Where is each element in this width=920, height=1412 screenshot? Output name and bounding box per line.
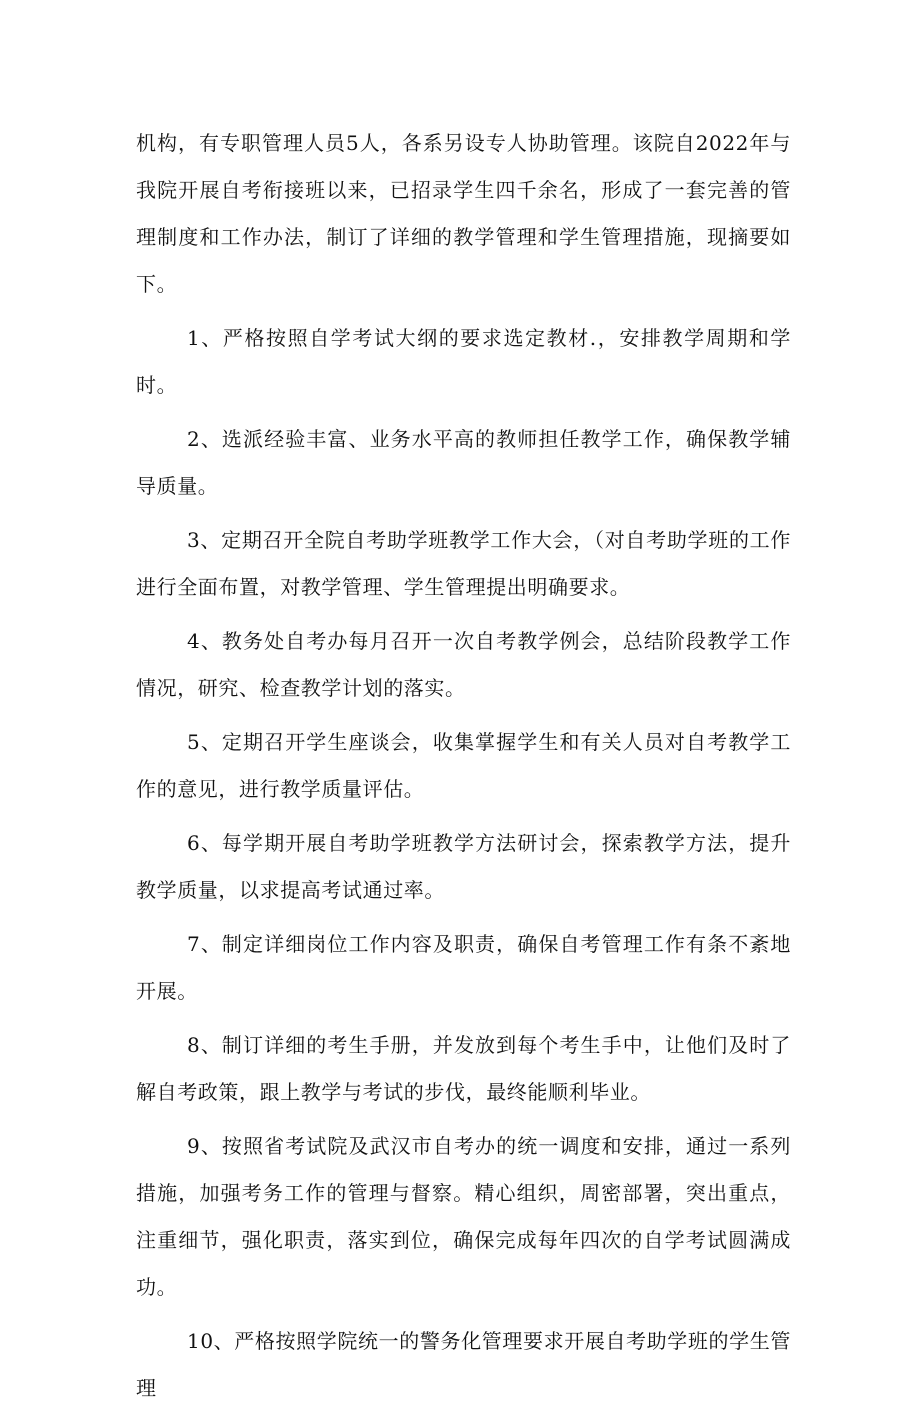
paragraph-item-10: 10、严格按照学院统一的警务化管理要求开展自考助学班的学生管理 bbox=[136, 1329, 791, 1400]
paragraph-item-2: 2、选派经验丰富、业务水平高的教师担任教学工作，确保教学辅导质量。 bbox=[136, 427, 791, 498]
paragraph-item-1: 1、严格按照自学考试大纲的要求选定教材.，安排教学周期和学时。 bbox=[136, 326, 791, 397]
paragraph-item-8: 8、制订详细的考生手册，并发放到每个考生手中，让他们及时了解自考政策，跟上教学与考试的步伐，最终能顺利毕业。 bbox=[136, 1033, 791, 1104]
paragraph-item-5: 5、定期召开学生座谈会，收集掌握学生和有关人员对自考教学工作的意见，进行教学质量评估。 bbox=[136, 730, 791, 801]
paragraph-item-3: 3、定期召开全院自考助学班教学工作大会，（对自考助学班的工作进行全面布置，对教学管理、学生管理提出明确要求。 bbox=[136, 528, 791, 599]
paragraph-item-9: 9、按照省考试院及武汉市自考办的统一调度和安排，通过一系列措施，加强考务工作的管理与督察。精心组织，周密部署，突出重点，注重细节，强化职责，落实到位，确保完成每年四次的自学考试圆满成功。 bbox=[136, 1134, 791, 1299]
paragraph-intro-continuation: 机构，有专职管理人员5人，各系另设专人协助管理。该院自2022年与我院开展自考衔接班以来，已招录学生四千余名，形成了一套完善的管理制度和工作办法，制订了详细的教学管理和学生管理措施，现摘要如下。 bbox=[136, 131, 791, 296]
paragraph-item-4: 4、教务处自考办每月召开一次自考教学例会，总结阶段教学工作情况，研究、检查教学计划的落实。 bbox=[136, 629, 791, 700]
paragraph-item-7: 7、制定详细岗位工作内容及职责，确保自考管理工作有条不紊地开展。 bbox=[136, 932, 791, 1003]
document-body bbox=[136, 120, 791, 1412]
paragraph-item-6: 6、每学期开展自考助学班教学方法研讨会，探索教学方法，提升教学质量，以求提高考试通过率。 bbox=[136, 831, 791, 902]
